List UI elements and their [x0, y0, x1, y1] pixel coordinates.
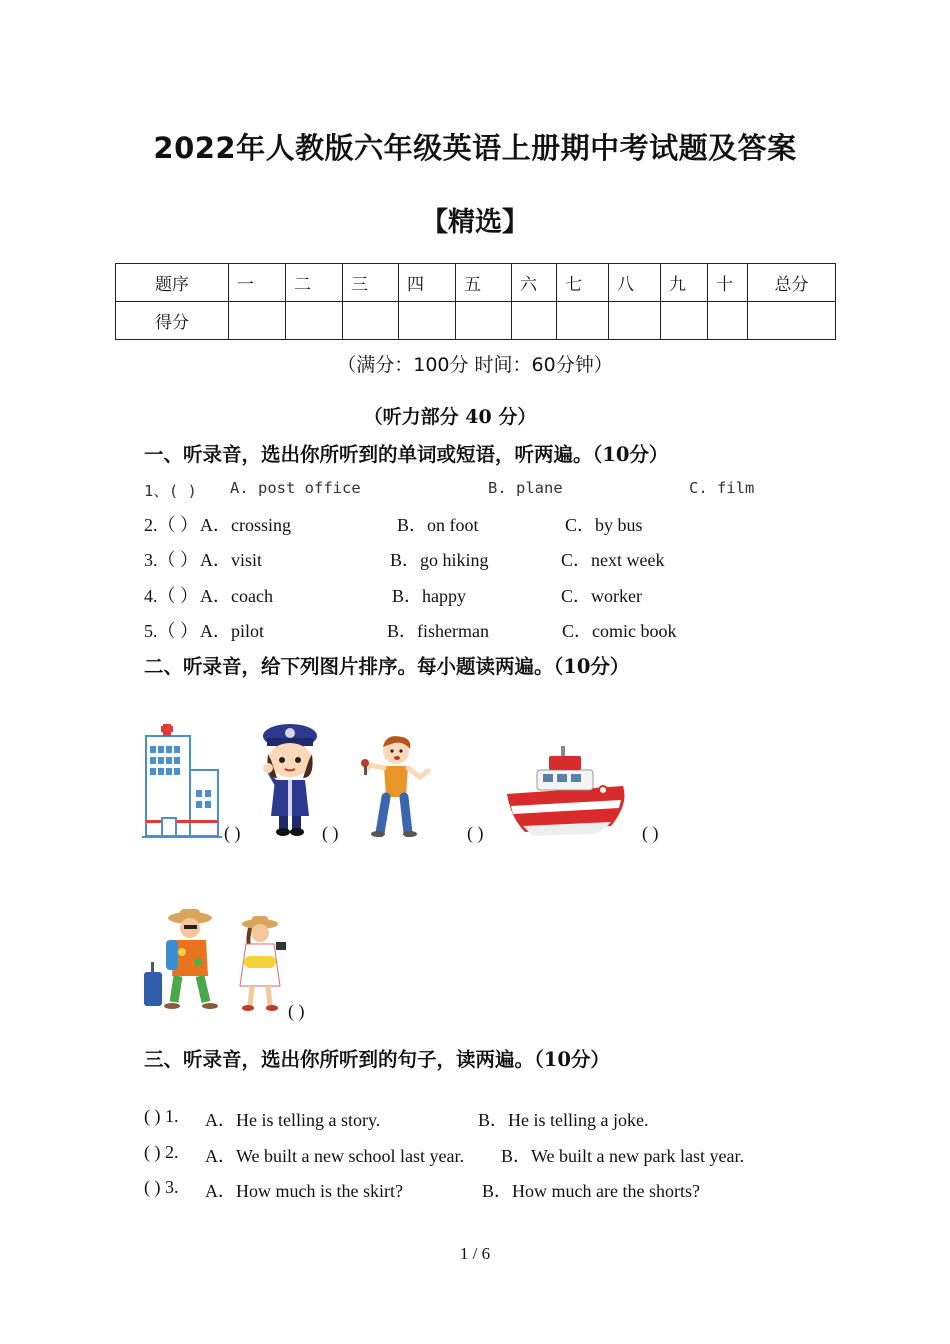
table-header-cell: 六	[512, 264, 557, 302]
option-c: C．worker	[561, 586, 642, 606]
option-c: C．next week	[561, 550, 665, 570]
score-cell	[286, 302, 343, 340]
option-a: A. post office	[230, 479, 361, 497]
option-a: A．coach	[200, 586, 273, 606]
table-header-cell: 总分	[748, 264, 836, 302]
section3-heading: 三、听录音，选出你所听到的句子，读两遍。（10分）	[144, 1048, 610, 1071]
score-table-header-row	[116, 264, 836, 302]
score-cell	[399, 302, 456, 340]
table-header-cell: 八	[609, 264, 661, 302]
option-b: B．fisherman	[387, 621, 489, 641]
option-a: A．crossing	[200, 515, 291, 535]
question-number: 4.（ ）	[144, 586, 198, 606]
question-number: 1、( )	[144, 482, 197, 500]
question-number: 2.（ ）	[144, 515, 198, 535]
score-cell	[557, 302, 609, 340]
option-b: B．go hiking	[390, 550, 489, 570]
question-number: ( ) 3.	[144, 1177, 179, 1197]
option-a: A．He is telling a story.	[205, 1110, 381, 1130]
score-cell	[456, 302, 512, 340]
police-officer-picture	[255, 720, 325, 838]
option-c: C. film	[689, 479, 755, 497]
travelers-picture	[140, 906, 290, 1016]
listening-part-label: （听力部分 40 分）	[363, 406, 537, 428]
table-header-cell: 二	[286, 264, 343, 302]
page-title: 2022年人教版六年级英语上册期中考试题及答案	[153, 131, 797, 165]
hospital-picture	[142, 722, 222, 840]
score-cell	[343, 302, 399, 340]
table-header-cell: 一	[229, 264, 286, 302]
score-cell	[229, 302, 286, 340]
answer-blank: ( )	[467, 823, 484, 843]
score-cell	[512, 302, 557, 340]
option-a: A．We built a new school last year.	[205, 1146, 464, 1166]
question-number: 5.（ ）	[144, 621, 198, 641]
table-header-cell: 七	[557, 264, 609, 302]
question-number: ( ) 2.	[144, 1142, 179, 1162]
option-c: C．comic book	[562, 621, 677, 641]
score-cell	[661, 302, 708, 340]
table-header-cell: 四	[399, 264, 456, 302]
table-header-cell: 九	[661, 264, 708, 302]
section2-heading: 二、听录音，给下列图片排序。每小题读两遍。（10分）	[144, 655, 630, 678]
score-cell	[748, 302, 836, 340]
boat-picture	[503, 744, 631, 839]
score-cell	[708, 302, 748, 340]
page-number: 1 / 6	[459, 1244, 491, 1263]
singing-boy-picture	[356, 733, 432, 837]
option-a: A．How much is the skirt?	[205, 1181, 403, 1201]
table-header-cell: 题序	[116, 264, 229, 302]
question-number: ( ) 1.	[144, 1106, 179, 1126]
page-subtitle: 【精选】	[421, 207, 529, 238]
table-header-cell: 五	[456, 264, 512, 302]
question-number: 3.（ ）	[144, 550, 198, 570]
table-header-cell: 三	[343, 264, 399, 302]
option-a: A．visit	[200, 550, 263, 570]
section1-heading: 一、听录音，选出你所听到的单词或短语，听两遍。（10分）	[144, 443, 669, 466]
option-a: A．pilot	[200, 621, 265, 641]
score-table-score-row	[116, 302, 836, 340]
option-b: B．We built a new park last year.	[501, 1146, 744, 1166]
answer-blank: ( )	[288, 1001, 305, 1021]
table-header-cell: 十	[708, 264, 748, 302]
option-b: B．How much are the shorts?	[482, 1181, 700, 1201]
answer-blank: ( )	[642, 823, 659, 843]
score-cell	[609, 302, 661, 340]
full-mark-info: （满分：100分 时间：60分钟）	[337, 354, 613, 376]
option-b: B. plane	[488, 479, 563, 497]
option-b: B．on foot	[397, 515, 479, 535]
score-row-label: 得分	[116, 302, 229, 340]
option-c: C．by bus	[565, 515, 643, 535]
option-b: B．He is telling a joke.	[478, 1110, 649, 1130]
score-table	[115, 263, 836, 340]
answer-blank: ( )	[322, 823, 339, 843]
answer-blank: ( )	[224, 823, 241, 843]
option-b: B．happy	[392, 586, 466, 606]
